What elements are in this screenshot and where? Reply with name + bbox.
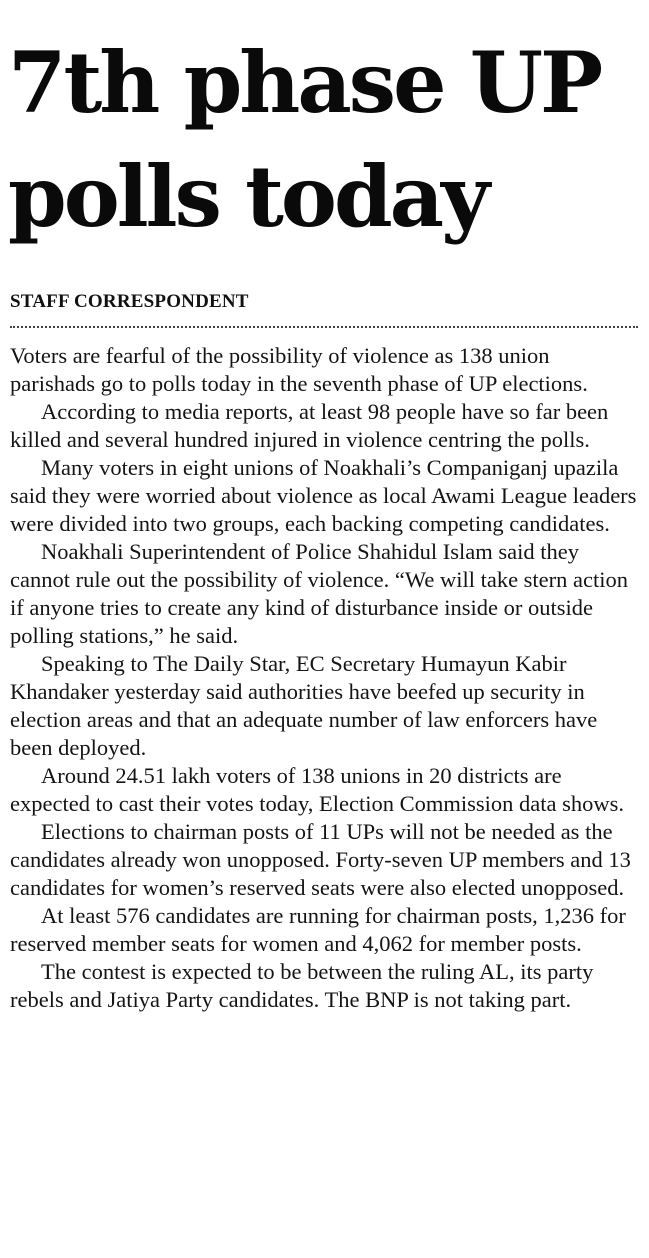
- paragraph: The contest is expected to be between the ruling AL, its party rebels and Jatiya Party candidates. The BNP is not taking part.: [10, 959, 594, 1012]
- paragraph: Many voters in eight unions of Noakhali’s Companiganj upazila said they were worried about violence as local Awami League leaders were divided into two groups, each backing competing candidates.: [10, 455, 637, 536]
- paragraph: Elections to chairman posts of 11 UPs will not be needed as the candidates already won unopposed. Forty-seven UP members and 13 candidates for women’s reserved seats were also elected unopposed.: [10, 819, 631, 900]
- headline-line-1: 7th phase UP: [8, 33, 601, 132]
- headline: [8, 26, 644, 254]
- paragraph-lead: Voters are fearful of the possibility of violence as 138 union parishads go to polls today in the seventh phase of UP elections.: [10, 343, 588, 396]
- article-body: [10, 342, 640, 1014]
- dotted-divider: [10, 326, 638, 328]
- paragraph: At least 576 candidates are running for chairman posts, 1,236 for reserved member seats for women and 4,062 for member posts.: [10, 903, 626, 956]
- byline: STAFF CORRESPONDENT: [10, 291, 249, 312]
- headline-line-2: polls today: [8, 147, 487, 246]
- paragraph: According to media reports, at least 98 people have so far been killed and several hundred injured in violence centring the polls.: [10, 399, 609, 452]
- paragraph: Noakhali Superintendent of Police Shahidul Islam said they cannot rule out the possibility of violence. “We will take stern action if anyone tries to create any kind of disturbance inside or outside polling stations,” he said.: [10, 539, 629, 648]
- paragraph: Speaking to The Daily Star, EC Secretary Humayun Kabir Khandaker yesterday said authorities have beefed up security in election areas and that an adequate number of law enforcers have been deployed.: [10, 651, 598, 760]
- paragraph: Around 24.51 lakh voters of 138 unions in 20 districts are expected to cast their votes today, Election Commission data shows.: [10, 763, 625, 816]
